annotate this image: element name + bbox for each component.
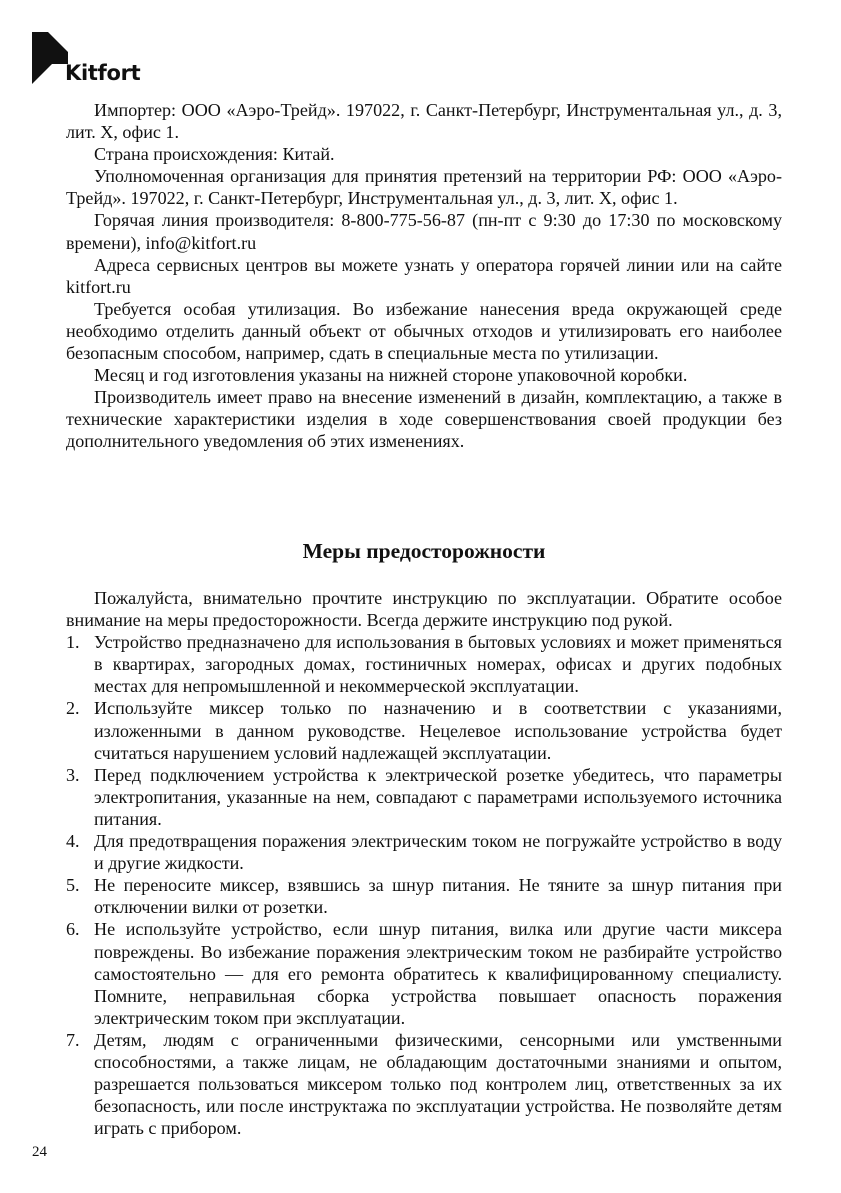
item-text: Устройство предназначено для использования в бытовых условиях и может применяться в квартирах, загородных домах, гостиничных номерах, офисах и других подобных местах для непромышленной и некоммерческой эксплуатации. [94,632,782,697]
logo-text: Kitfort [65,61,141,85]
item-number: 5. [66,875,80,896]
paragraph-importer: Импортер: ООО «Аэро-Трейд». 197022, г. Санкт-Петербург, Инструментальная ул., д. 3, лит. Х, офис 1. [66,100,782,143]
precautions-list [66,631,782,1139]
item-text: Перед подключением устройства к электрической розетке убедитесь, что параметры электропитания, указанные на нем, совпадают с параметрами используемого источника питания. [94,764,782,829]
item-text: Не переносите миксер, взявшись за шнур питания. Не тяните за шнур питания при отключении вилки от розетки. [94,875,782,918]
list-item [66,631,782,697]
paragraph-service-centers: Адреса сервисных центров вы можете узнать у оператора горячей линии или на сайте kitfort.ru [66,254,782,297]
paragraph-changes: Производитель имеет право на внесение изменений в дизайн, комплектацию, а также в технические характеристики изделия в ходе совершенствования своей продукции без дополнительного уведомления об этих изменениях. [66,387,782,452]
item-text: Не используйте устройство, если шнур питания, вилка или другие части миксера повреждены. Во избежание поражения электрическим током не разбирайте устройство самостоятельно — для его ремонта обратитесь к квалифицированному специалисту. Помните, неправильная сборка устройства повышает опасность поражения электрическим током при эксплуатации. [94,919,782,1028]
list-item [66,1029,782,1139]
section-title: Меры предосторожности [302,539,546,563]
item-number: 1. [66,632,80,653]
list-item [66,830,782,874]
list-item [66,874,782,918]
precautions-intro: Пожалуйста, внимательно прочтите инструкцию по эксплуатации. Обратите особое внимание на меры предосторожности. Всегда держите инструкцию под рукой. [66,588,782,631]
item-number: 6. [66,919,80,940]
item-number: 3. [66,764,80,785]
paragraph-disposal: Требуется особая утилизация. Во избежание нанесения вреда окружающей среде необходимо отделить данный объект от обычных отходов и утилизировать его наиболее безопасным способом, например, сдать в специальные места по утилизации. [66,298,782,364]
importer-info [66,99,782,453]
paragraph-manufacture-date: Месяц и год изготовления указаны на нижней стороне упаковочной коробки. [94,365,688,386]
list-item [66,764,782,830]
paragraph-authorized-org: Уполномоченная организация для принятия претензий на территории РФ: ООО «Аэро-Трейд». 197022, г. Санкт-Петербург, Инструментальная ул., д. 3, лит. Х, офис 1. [66,166,782,209]
item-number: 7. [66,1029,80,1050]
item-number: 4. [66,831,80,852]
precautions-section [66,587,782,1139]
list-item [66,697,782,763]
paragraph-hotline: Горячая линия производителя: 8-800-775-56-87 (пн-пт с 9:30 до 17:30 по московскому времени), info@kitfort.ru [66,210,782,253]
item-text: Используйте миксер только по назначению и в соответствии с указаниями, изложенными в данном руководстве. Нецелевое использование устройства будет считаться нарушением условий надлежащей эксплуатации. [94,698,782,763]
list-item [66,918,782,1028]
item-number: 2. [66,698,80,719]
item-text: Для предотвращения поражения электрическим током не погружайте устройство в воду и другие жидкости. [94,831,782,874]
item-text: Детям, людям с ограниченными физическими, сенсорными или умственными способностями, а также лицам, не обладающим достаточными знаниями и опытом, разрешается пользоваться миксером только под контролем лиц, ответственных за их безопасность, или после инструктажа по эксплуатации устройства. Не позволяйте детям играть с прибором. [94,1029,782,1139]
kitfort-logo [28,32,158,92]
kitfort-logo-mark-icon [28,32,70,84]
page-number: 24 [32,1144,47,1160]
paragraph-origin: Страна происхождения: Китай. [94,144,335,165]
